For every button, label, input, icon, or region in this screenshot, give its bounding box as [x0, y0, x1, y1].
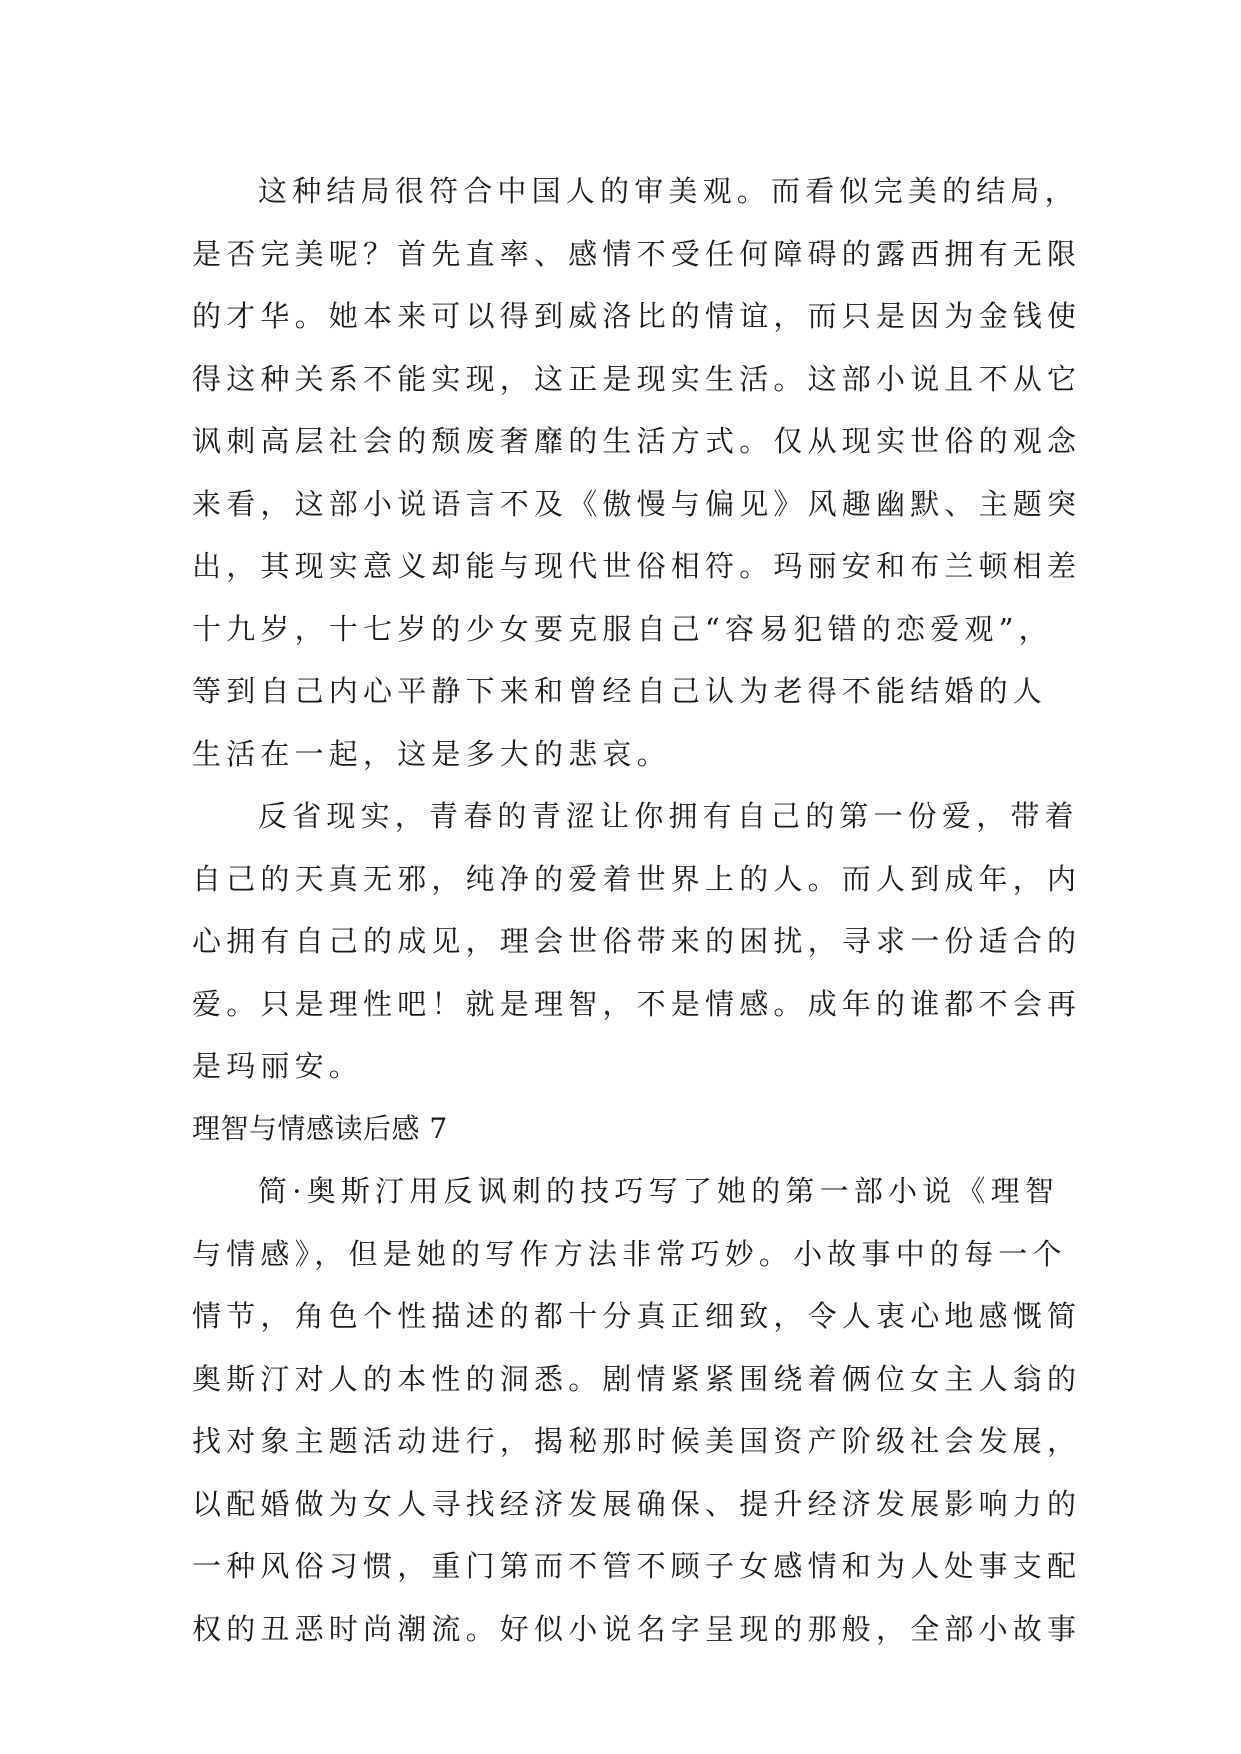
text-line: 找对象主题活动进行，揭秘那时候美国资产阶级社会发展， [192, 1424, 1082, 1458]
text-line: 情节，角色个性描述的都十分真正细致，令人衷心地感慨简 [192, 1299, 1082, 1333]
paragraph [192, 160, 1082, 785]
text-line: 这种结局很符合中国人的审美观。而看似完美的结局， [258, 174, 1079, 208]
document-body [192, 160, 1082, 1660]
text-line: 生活在一起，这是多大的悲哀。 [192, 736, 671, 771]
text-line: 等到自己内心平静下来和曾经自己认为老得不能结婚的人 [192, 674, 1048, 708]
text-line: 是玛丽安。 [192, 1049, 364, 1083]
text-line: 十九岁，十七岁的少女要克服自己“容易犯错的恋爱观”， [192, 611, 1053, 646]
text-line: 简·奥斯汀用反讽刺的技巧写了她的第一部小说《理智 [258, 1174, 1060, 1208]
paragraph [192, 1160, 1082, 1660]
text-line: 来看，这部小说语言不及《傲慢与偏见》风趣幽默、主题突 [192, 486, 1082, 521]
text-line: 心拥有自己的成见，理会世俗带来的困扰，寻求一份适合的 [192, 924, 1082, 958]
paragraph [192, 785, 1082, 1098]
section-heading: 理智与情感读后感 7 [192, 1111, 448, 1145]
text-line: 爱。只是理性吧！就是理智，不是情感。成年的谁都不会再 [192, 986, 1082, 1021]
text-line: 出，其现实意义却能与现代世俗相符。玛丽安和布兰顿相差 [192, 549, 1082, 583]
text-line: 以配婚做为女人寻找经济发展确保、提升经济发展影响力的 [192, 1486, 1082, 1521]
text-line: 的才华。她本来可以得到威洛比的情谊，而只是因为金钱使 [192, 299, 1082, 333]
text-line: 一种风俗习惯，重门第而不管不顾子女感情和为人处事支配 [192, 1549, 1082, 1583]
text-line: 讽刺高层社会的颓废奢靡的生活方式。仅从现实世俗的观念 [192, 424, 1082, 458]
text-line: 奥斯汀对人的本性的洞悉。剧情紧紧围绕着俩位女主人翁的 [192, 1361, 1082, 1396]
text-line: 是否完美呢？首先直率、感情不受任何障碍的露西拥有无限 [192, 236, 1082, 271]
text-line: 与情感》，但是她的写作方法非常巧妙。小故事中的每一个 [192, 1236, 1067, 1271]
text-line: 得这种关系不能实现，这正是现实生活。这部小说且不从它 [192, 361, 1082, 396]
text-line: 权的丑恶时尚潮流。好似小说名字呈现的那般，全部小故事 [192, 1611, 1082, 1646]
text-line: 反省现实，青春的青涩让你拥有自己的第一份爱，带着 [258, 799, 1079, 833]
text-line: 自己的天真无邪，纯净的爱着世界上的人。而人到成年，内 [192, 861, 1082, 896]
